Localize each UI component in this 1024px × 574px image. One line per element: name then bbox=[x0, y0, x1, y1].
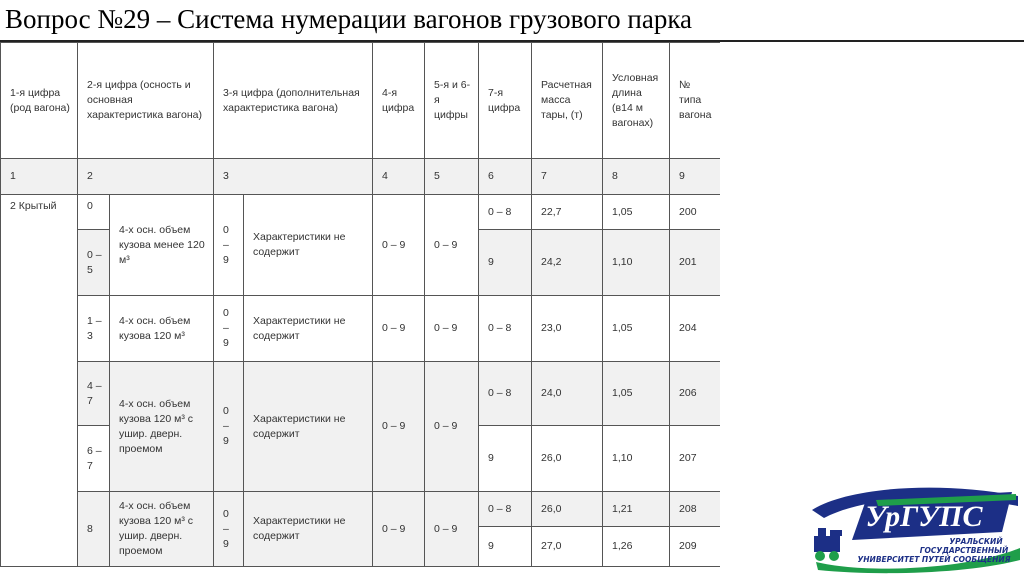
logo-line-3: УНИВЕРСИТЕТ ПУТЕЙ СООБЩЕНИЯ bbox=[857, 555, 1011, 564]
column-number: 1 bbox=[1, 159, 78, 195]
mass-cell: 26,0 bbox=[532, 426, 603, 492]
third-digit-cell: 0 – 9 bbox=[214, 296, 244, 362]
column-number: 9 bbox=[670, 159, 720, 195]
third-digit-desc: Характеристики не содержит bbox=[244, 195, 373, 296]
header-cell: Расчетная масса тары, (т) bbox=[532, 43, 603, 159]
header-cell: 7-я цифра bbox=[479, 43, 532, 159]
locomotive-icon bbox=[814, 528, 842, 561]
mass-cell: 26,0 bbox=[532, 492, 603, 527]
fourth-digit-cell: 0 – 9 bbox=[373, 492, 425, 567]
seventh-digit-cell: 0 – 8 bbox=[479, 296, 532, 362]
table-row bbox=[1, 195, 721, 230]
fourth-digit-cell: 0 – 9 bbox=[373, 296, 425, 362]
urgups-logo bbox=[806, 470, 1022, 574]
column-number: 3 bbox=[214, 159, 373, 195]
column-number: 4 bbox=[373, 159, 425, 195]
seventh-digit-cell: 9 bbox=[479, 230, 532, 296]
fourth-digit-cell: 0 – 9 bbox=[373, 195, 425, 296]
second-digit-cell: 0 bbox=[78, 195, 110, 230]
header-cell: Условная длина (в14 м вагонах) bbox=[603, 43, 670, 159]
header-cell: 4-я цифра bbox=[373, 43, 425, 159]
second-digit-desc: 4-х осн. объем кузова 120 м³ с ушир. дверн. проемом bbox=[110, 492, 214, 567]
second-digit-cell: 6 – 7 bbox=[78, 426, 110, 492]
table-row bbox=[1, 362, 721, 426]
length-cell: 1,21 bbox=[603, 492, 670, 527]
third-digit-cell: 0 – 9 bbox=[214, 362, 244, 492]
mass-cell: 24,2 bbox=[532, 230, 603, 296]
type-cell: 204 bbox=[670, 296, 720, 362]
mass-cell: 22,7 bbox=[532, 195, 603, 230]
fifth-sixth-digit-cell: 0 – 9 bbox=[425, 296, 479, 362]
header-cell: 5-я и 6-я цифры bbox=[425, 43, 479, 159]
third-digit-desc: Характеристики не содержит bbox=[244, 296, 373, 362]
seventh-digit-cell: 0 – 8 bbox=[479, 362, 532, 426]
mass-cell: 24,0 bbox=[532, 362, 603, 426]
table-row bbox=[1, 296, 721, 362]
type-cell: 201 bbox=[670, 230, 720, 296]
third-digit-desc: Характеристики не содержит bbox=[244, 362, 373, 492]
logo-line-1: УРАЛЬСКИЙ bbox=[949, 537, 1003, 546]
length-cell: 1,05 bbox=[603, 296, 670, 362]
fifth-sixth-digit-cell: 0 – 9 bbox=[425, 492, 479, 567]
column-number: 7 bbox=[532, 159, 603, 195]
table-row bbox=[1, 492, 721, 527]
length-cell: 1,26 bbox=[603, 527, 670, 567]
mass-cell: 27,0 bbox=[532, 527, 603, 567]
first-digit-cell: 2 Крытый bbox=[1, 195, 78, 567]
second-digit-cell: 0 – 5 bbox=[78, 230, 110, 296]
logo-name: УрГУПС bbox=[865, 500, 983, 533]
header-cell: 3-я цифра (дополнительная характеристика вагона) bbox=[214, 43, 373, 159]
seventh-digit-cell: 9 bbox=[479, 527, 532, 567]
type-cell: 200 bbox=[670, 195, 720, 230]
column-number: 2 bbox=[78, 159, 214, 195]
length-cell: 1,10 bbox=[603, 230, 670, 296]
length-cell: 1,05 bbox=[603, 362, 670, 426]
seventh-digit-cell: 0 – 8 bbox=[479, 492, 532, 527]
second-digit-cell: 1 – 3 bbox=[78, 296, 110, 362]
length-cell: 1,10 bbox=[603, 426, 670, 492]
type-cell: 207 bbox=[670, 426, 720, 492]
header-cell: 2-я цифра (осность и основная характеристика вагона) bbox=[78, 43, 214, 159]
header-cell: № типа вагона bbox=[670, 43, 720, 159]
fifth-sixth-digit-cell: 0 – 9 bbox=[425, 362, 479, 492]
type-cell: 208 bbox=[670, 492, 720, 527]
third-digit-cell: 0 – 9 bbox=[214, 195, 244, 296]
type-cell: 206 bbox=[670, 362, 720, 426]
column-number: 8 bbox=[603, 159, 670, 195]
second-digit-cell: 8 bbox=[78, 492, 110, 567]
fifth-sixth-digit-cell: 0 – 9 bbox=[425, 195, 479, 296]
seventh-digit-cell: 0 – 8 bbox=[479, 195, 532, 230]
wagon-numbering-table bbox=[0, 42, 720, 567]
column-number: 6 bbox=[479, 159, 532, 195]
second-digit-desc: 4-х осн. объем кузова менее 120 м³ bbox=[110, 195, 214, 296]
second-digit-cell: 4 – 7 bbox=[78, 362, 110, 426]
table-container bbox=[0, 42, 720, 574]
third-digit-desc: Характеристики не содержит bbox=[244, 492, 373, 567]
third-digit-cell: 0 – 9 bbox=[214, 492, 244, 567]
length-cell: 1,05 bbox=[603, 195, 670, 230]
header-row bbox=[1, 43, 721, 159]
seventh-digit-cell: 9 bbox=[479, 426, 532, 492]
second-digit-desc: 4-х осн. объем кузова 120 м³ bbox=[110, 296, 214, 362]
logo-line-2: ГОСУДАРСТВЕННЫЙ bbox=[919, 546, 1009, 555]
header-cell: 1-я цифра (род вагона) bbox=[1, 43, 78, 159]
mass-cell: 23,0 bbox=[532, 296, 603, 362]
type-cell: 209 bbox=[670, 527, 720, 567]
fourth-digit-cell: 0 – 9 bbox=[373, 362, 425, 492]
slide-title: Вопрос №29 – Система нумерации вагонов грузового парка bbox=[5, 4, 693, 34]
column-number: 5 bbox=[425, 159, 479, 195]
second-digit-desc: 4-х осн. объем кузова 120 м³ с ушир. дверн. проемом bbox=[110, 362, 214, 492]
column-number-row bbox=[1, 159, 721, 195]
